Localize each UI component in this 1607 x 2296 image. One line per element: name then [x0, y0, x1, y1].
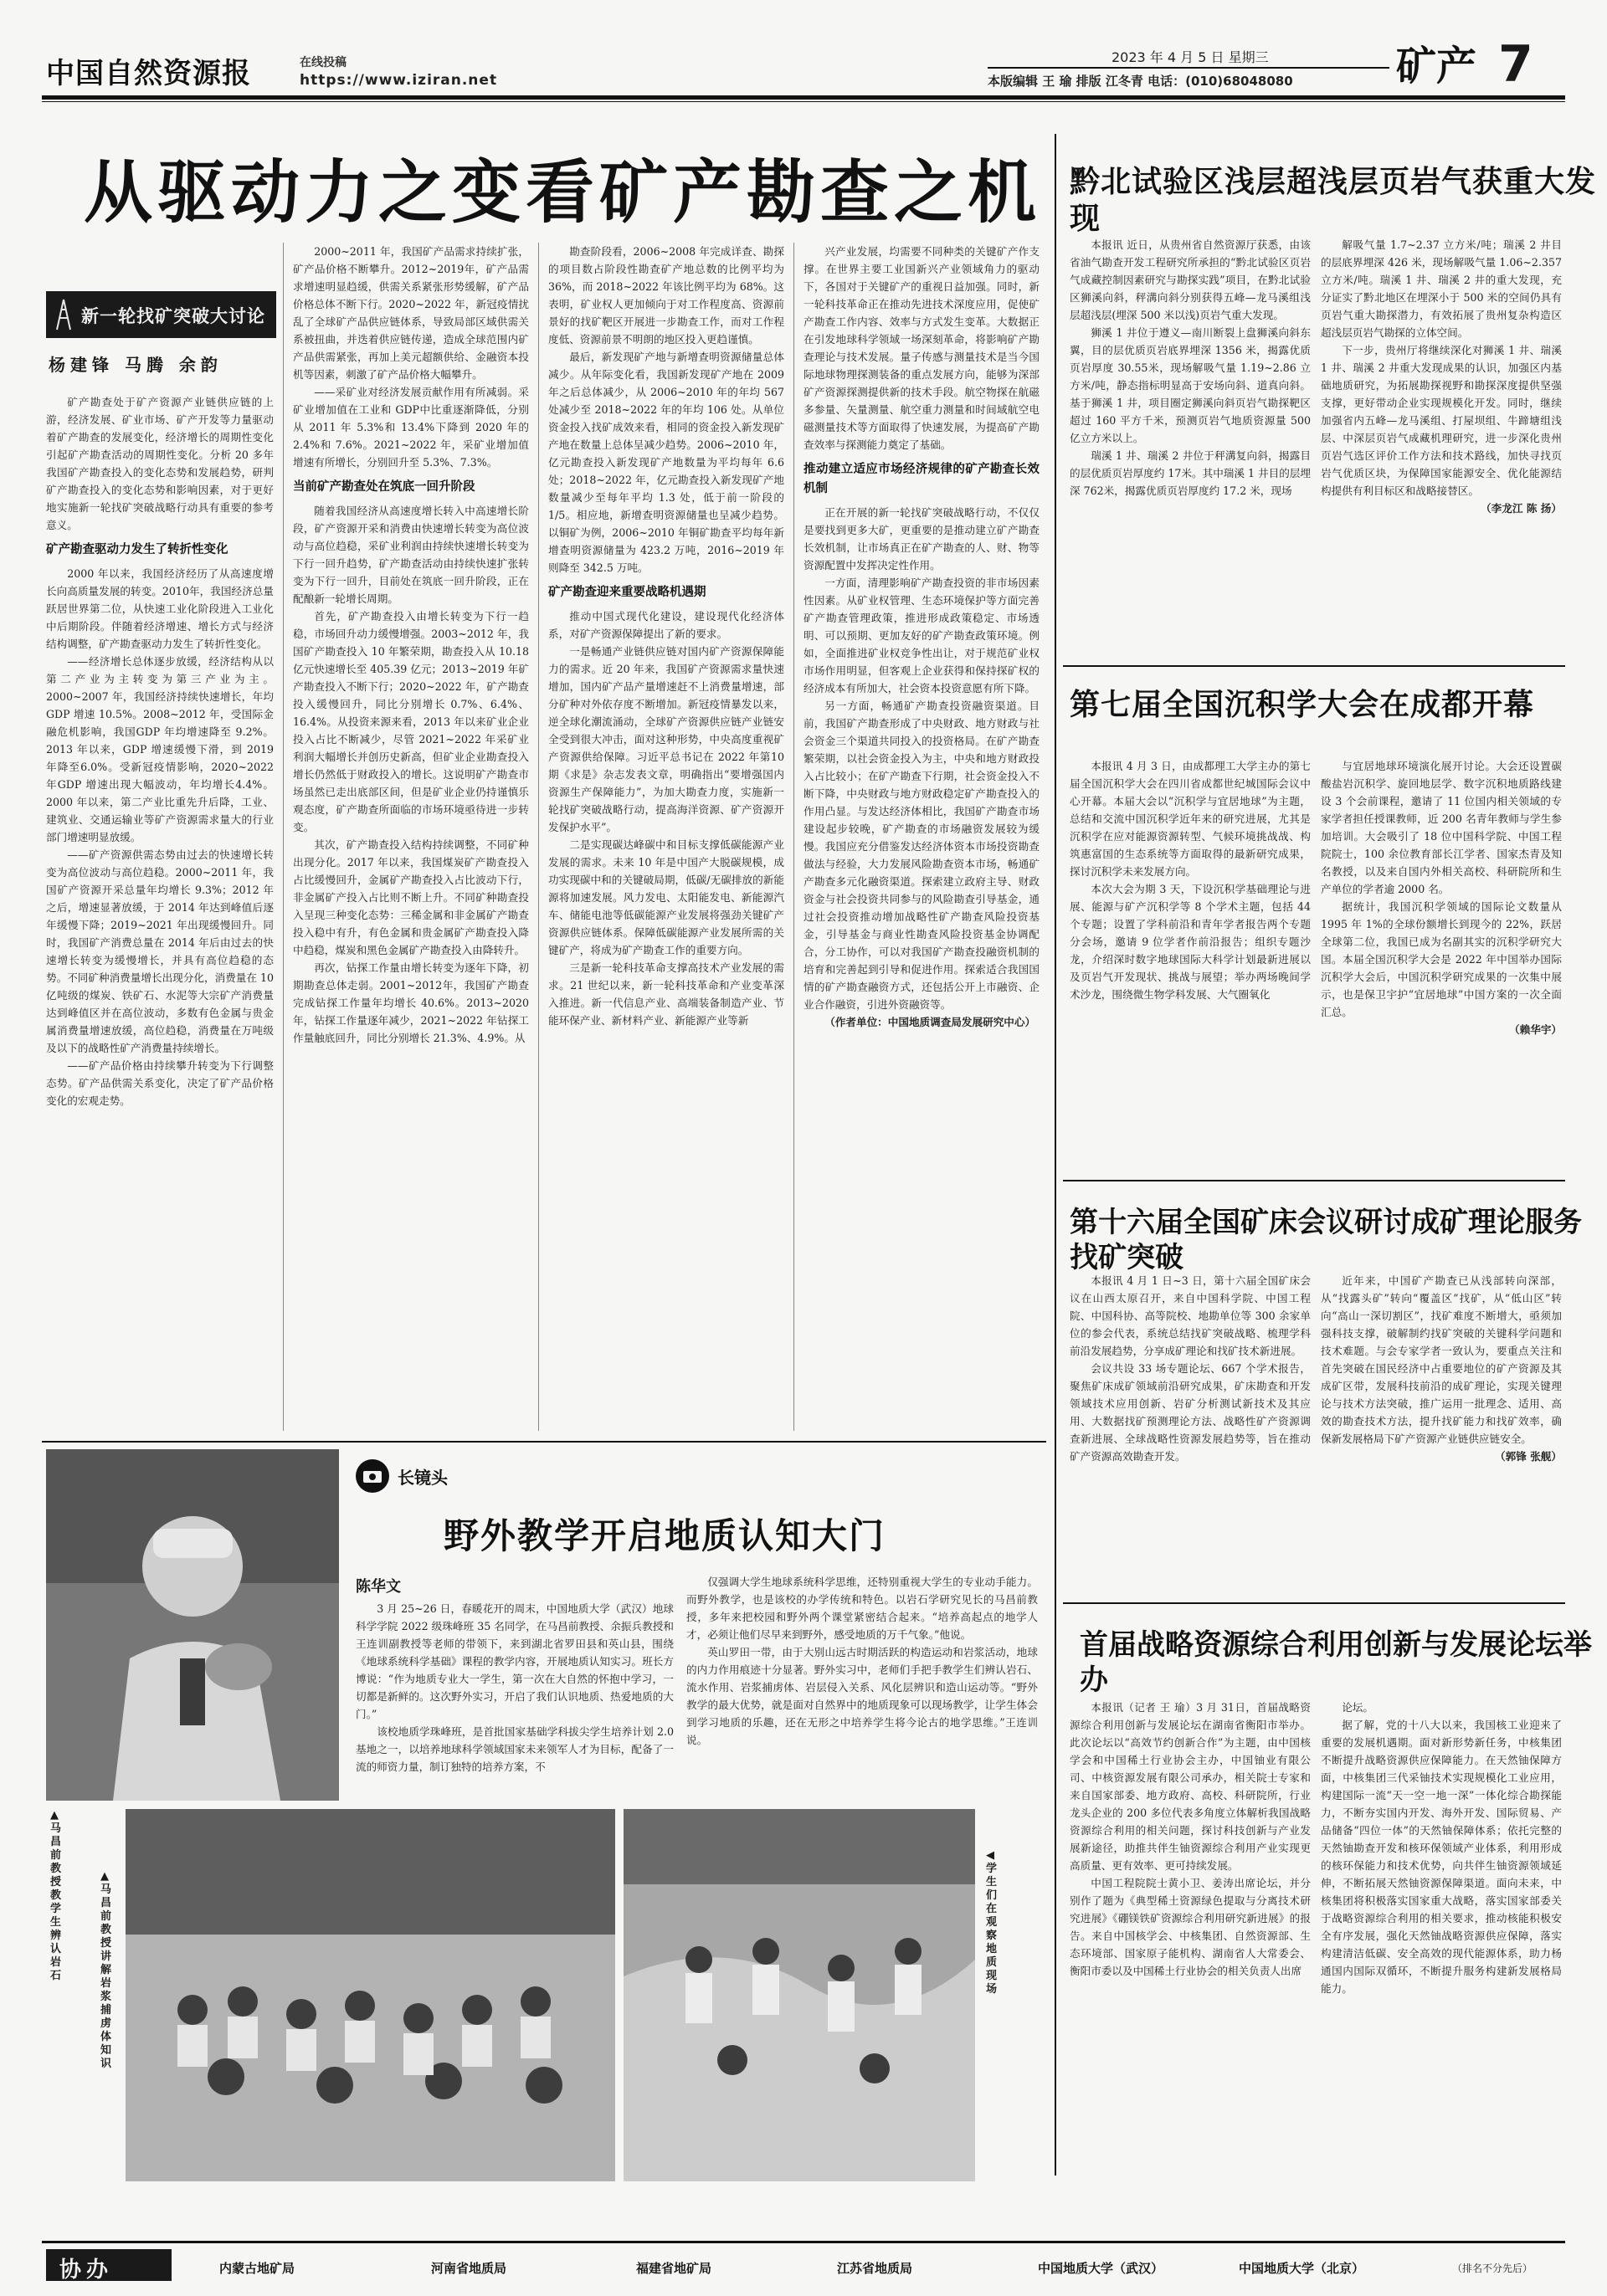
paragraph: 据统计，我国沉积学领域的国际论文数量从 1995 年 1%的全球份额增长到现今的 22%，跃居全球第二位，我国已成为名副其实的沉积学研究大国。本届全国沉积学大会是 2022 年中国举办国际沉积学大会后，中国沉积学研究成果的一次集中展示，也是保卫宇护“宜居地球”中国方案的一次全面汇总。 [1321, 900, 1562, 1018]
paragraph: 再次，钻探工作量由增长转变为逐年下降，初期勘查总体走弱。2001~2012年，我国矿产勘查完成钻探工作量年均增长 40.6%。2013~2020 年，钻探工作量逐年减少，2021~2022 年钻探工作量触底回升，同比分别增长 21.3%、4.9%。从 [293, 961, 529, 1044]
minebed-column-1 [1070, 1272, 1311, 1657]
paragraph: 近年来，中国矿产勘查已从浅部转向深部，从“找露头矿”转向“覆盖区”找矿，从“低山区”转向“高山一深切割区”，找矿难度不断增大，亟须加强科技支撑，破解制约找矿突破的关键科学问题和技术难题。与会专家学者一致认为，要重点关注和首先突破在国民经济中占重要地位的矿产资源及其成矿区带，发展科技前沿的成矿理论，实现关键理论与技术方法突破，推广运用一批理念、适用、高效的勘查技术方法，提升找矿能力和找矿效率，确保新发展格局下矿产资源产业链供应链安全。 [1321, 1274, 1562, 1445]
footer-label: 协办 [59, 2258, 114, 2283]
masthead-rule-thin [42, 101, 1565, 102]
feature-author: 陈华文 [356, 1578, 401, 1596]
masthead-divider [988, 67, 1389, 69]
column-label: 长镜头 [398, 1468, 448, 1488]
issue-date: 2023 年 4 月 5 日 星期三 [1112, 49, 1269, 65]
paragraph: 矿产勘查处于矿产资源产业链供应链的上游，经济发展、矿业市场、矿产开发等力量驱动着矿产勘查的发展变化，经济增长的周期性变化引起矿产勘查活动的周期性变化。分析 20 多年我国矿产勘查投入的变化态势和发展趋势，研判矿产勘查投入的变化态势和影响因素，对于更好地实施新一轮找矿突破战略行动具有重要的参考意义。 [46, 396, 274, 531]
lead-column-2 [293, 243, 529, 1431]
forum-column-2 [1321, 1699, 1562, 2226]
paper-name: 中国自然资源报 [46, 57, 251, 90]
sponsor-item: 内蒙古地矿局 [219, 2261, 295, 2276]
section-rule [1063, 665, 1565, 667]
paragraph: 推动中国式现代化建设，建设现代化经济体系，对矿产资源保障提出了新的要求。 [548, 610, 784, 640]
forum-headline: 首届战略资源综合利用创新与发展论坛举办 [1080, 1628, 1592, 1697]
qiannan-column-2 [1321, 236, 1562, 654]
paragraph: 与宜居地球环境演化展开讨论。大会还设置碳酸盐岩沉积学、旋回地层学、数字沉积地质路线建设 3 个会前课程，邀请了 11 位国内相关领域的专家学者担任授课教师，近 200 名青年教师与学生参加培训。大会吸引了 18 位中国科学院、中国工程院院士，100 余位教育部长江学者、国家杰青及知名教授，以及来自国内外相关高校、科研院所和生产单位的学者逾 2000 名。 [1321, 760, 1562, 895]
field-illustration [624, 1809, 975, 2181]
byline-signature: （赖华宇） [1509, 1023, 1562, 1036]
paragraph: 狮溪 1 井位于遵义—南川断裂上盘狮溪向斜东翼，目的层优质页岩底界埋深 1356 米，揭露优质页岩厚度 30.55米，现场解吸气量 1.19~2.86 立方米/吨，静态指标明显高于安场向斜、道真向斜。基于狮溪 1 井，项目圈定狮溪向斜页岩气勘探靶区超过 160 平方千米，预测页岩气地质资源量 500 亿立方米以上。 [1070, 326, 1311, 444]
paragraph: 一是畅通产业链供应链对国内矿产资源保障能力的需求。近 20 年来，我国矿产资源需求量快速增加，国内矿产品产量增速赶不上消费量增速，部分矿种对外依存度不断增加。新冠疫情暴发以来，逆全球化潮流涌动，全球矿产资源供应链产业链安全受到很大冲击，面对这种形势，中央高度重视矿产资源供给保障。习近平总书记在 2022 年第10 期《求是》杂志发表文章，明确指出“要增强国内资源生产保障能力”，为加大勘查力度，实施新一轮找矿突破战略行动，提高海洋资源、矿产资源开发保护水平”。 [548, 645, 784, 833]
lead-authors: 杨建锋 马腾 余韵 [49, 355, 223, 375]
minebed-headline: 第十六届全国矿床会议研讨成矿理论服务找矿突破 [1070, 1206, 1582, 1274]
sponsor-item: 福建省地矿局 [636, 2261, 712, 2276]
feature-column-1 [356, 1600, 674, 1801]
subheading: 矿产勘查迎来重要战略机遇期 [548, 586, 706, 599]
professor-illustration [46, 1449, 339, 1801]
subheading: 矿产勘查驱动力发生了转折性变化 [46, 543, 228, 556]
submit-url-link[interactable]: https://www.iziran.net [300, 72, 498, 89]
paragraph: 2000 年以来，我国经济经历了从高速度增长向高质量发展的转变。2010年，我国经济总量跃居世界第二位，从快速工业化阶段进入工业化中后期阶段。伴随着经济增速、增长方式与经济结构调整，矿产勘查驱动力发生了转折性变化。 [46, 567, 274, 650]
paragraph: 首先，矿产勘查投入由增长转变为下行一趋稳，市场回升动力缓慢增强。2003~2012 年，我国矿产勘查投入 10 年繁荣期，勘查投入从 10.18 亿元快速增长至 405.39 亿元；2013~2019 年矿产勘查投入不断下行；2020~2022 年，矿产勘查投入缓慢回升，同比分别增长 0.7%、6.4%、16.4%。从投资来源来看，2013 年以来矿业企业投入占比不断减少，尽管 2021~2022 年采矿业利润大幅增长并创历史新高，但矿业企业勘查投入增长仍然低于财政投入的增长。这说明矿产勘查市场虽然已走出底部区间，但是矿业企业仍持谨慎乐观态度，矿产勘查所面临的市场环境亟待进一步转变。 [293, 610, 529, 833]
column-banner [46, 291, 276, 338]
paragraph: 瑞溪 1 井、瑞溪 2 井位于秤溝复向斜，揭露目的层优质页岩厚度约 17米。其中瑞溪 1 井目的层埋深 762米，揭露优质页岩厚度约 17.2 米，现场 [1070, 449, 1311, 497]
paragraph: 勘查阶段看，2006~2008 年完成详查、勘探的项目数占阶段性勘查矿产地总数的比例平均为 36%，而 2018~2022 年该比例平均为 68%。这表明，矿业权人更加倾向于对工作程度高、资源前景好的找矿靶区开展进一步勘查工作，而对工作程度低、资源前景不明朗的地区投入更趋谨慎。 [548, 245, 784, 346]
paragraph: 其次，矿产勘查投入结构持续调整，不同矿种出现分化。2017 年以来，我国煤炭矿产勘查投入占比缓慢回升，金属矿产勘查投入占比波动下行，非金属矿产投入占比则不断上升。不同矿种勘查投入呈现三种变化态势：三稀金属和非金属矿产勘查投入稳中有升，有色金属和贵金属矿产勘查投入降中趋稳，煤炭和黑色金属矿产勘查投入由降转升。 [293, 838, 529, 956]
paragraph: 本报讯（记者 王 瑜）3 月 31日，首届战略资源综合利用创新与发展论坛在湖南省衡阳市举办。此次论坛以“高效节约创新合作”为主题，由中国核学会和中国稀土行业协会主办，中国铀业有限公司、中核资源发展有限公司承办，相关院士专家和来自国家部委、地方政府、高校、科研院所，行业龙头企业的 200 多位代表多角度立体解析我国战略资源综合利用的相关问题，探讨科技创新与产业发展新途径，助推共伴生铀资源综合利用产业实现更高质量、更有效率、更可持续发展。 [1070, 1701, 1311, 1872]
footer-label-box [46, 2249, 172, 2281]
submit-label: 在线投稿 [300, 56, 347, 69]
paragraph: 随着我国经济从高速度增长转入中高速增长阶段，矿产资源开采和消费由快速增长转变为高位波动与高位趋稳，采矿业利润由持续快速增长转变为下行一回升趋势，矿产勘查活动由持续快速扩张转变为下行一回升，目前处在筑底一回升阶段，正在配酿新一轮增长周期。 [293, 505, 529, 605]
paragraph: ——采矿业对经济发展贡献作用有所减弱。采矿业增加值在工业和 GDP中比重逐渐降低，分别从 2011 年 5.3%和 13.4%下降到 2020 年的 2.4%和 7.6%。2021~2022 年，采矿业增加值增速有所增长，分别回升至 5.3%、7.3%。 [293, 386, 529, 469]
section-rule [1063, 1180, 1565, 1181]
paragraph: 中国工程院院士黄小卫、姜涛出席论坛，并分别作了题为《典型稀土资源绿色提取与分离技术研究进展》《硼镁铁矿资源综合利用研究新进展》的报告。来自中国核学会、中核集团、自然资源部、生态环境部、国家原子能机构、湖南省人大常委会、衡阳市委以及中国稀土行业协会的相关负责人出席 [1070, 1877, 1311, 1977]
caption-2: ▲马昌前教授讲解岩浆捕虏体知识 [100, 1870, 112, 2070]
column-banner-text: 新一轮找矿突破大讨论 [81, 305, 265, 326]
feature-header [356, 1456, 1042, 1506]
camera-icon [356, 1459, 389, 1493]
paragraph: 最后，新发现矿产地与新增查明资源储量总体减少。从年际变化看，我国新发现矿产地在 2009 年之后总体减少，从 2006~2010 年的年均 567 处减少至 2018~2022 年的年均 106 处。从单位资金投入找矿成效来看，相同的资金投入新发现矿产地在数量上总体呈减少趋势。2006~2010 年，亿元勘查投入新发现矿产地数量为平均每年 6.6 处；2018~2022 年，亿元勘查投入新发现矿产地数量减少至每年平均 1.3 处，低于前一阶段的 1/5。相应地，新增查明资源储量也呈减少趋势。以铜矿为例，2006~2010 年铜矿勘查平均每年新增查明资源储量为 423.2 万吨，2016~2019 年则降至 342.5 万吨。 [548, 351, 784, 574]
feature-rule [42, 1441, 1046, 1443]
paragraph: 仅强调大学生地球系统科学思维，还特别重视大学生的专业动手能力。而野外教学，也是该校的办学传统和特色。以岩石学研究见长的马昌前教授，多年来把校园和野外两个课堂紧密结合起来。“培养高起点的地学人才，必须让他们尽早来到野外，感受地质的万千气象。”他说。 [686, 1576, 1038, 1641]
section-rule [1063, 1602, 1565, 1604]
paragraph: 下一步，贵州厅将继续深化对狮溪 1 井、瑞溪 1 井、瑞溪 2 井重大发现成果的认识，加强区内基础地质研究，为拓展勘探视野和勘探深度提供坚强支撑，更好带动企业实现规模化开发。同时，继续加强省内五峰—龙马溪组、打屋坝组、牛蹄塘组浅层、中深层页岩气成藏机理研究，进一步深化贵州页岩气选区评价工作方法和技术路线，加快寻找页岩气优质区块，为保障国家能源安全、优化能源结构提供有利目标区和战略接替区。 [1321, 344, 1562, 497]
drill-rig-icon [54, 298, 73, 331]
forum-column-1 [1070, 1699, 1311, 2226]
sponsor-item: 中国地质大学（北京） [1239, 2261, 1365, 2276]
paragraph: 解吸气量 1.7~2.37 立方米/吨；瑞溪 2 井目的层底界埋深 426 米，现场解吸气量 1.06~2.357 立方米/吨。瑞溪 1 井、瑞溪 2 井的重大发现，充分证实了黔北地区在埋深小于 500 米的空间仍具有页岩气重大勘探潜力，有效拓展了贵州复杂构造区超浅层页岩气勘探的立体空间。 [1321, 238, 1562, 339]
sediment-column-2 [1321, 757, 1562, 1192]
column-divider [283, 243, 284, 1431]
right-panel-rule [1055, 134, 1056, 2176]
byline-signature: （郭锋 张舰） [1495, 1450, 1562, 1463]
paragraph: 英山罗田一带，由于大别山远古时期活跃的构造运动和岩浆活动，地球的内力作用痕迹十分显著。野外实习中，老师们手把手教学生们辨认岩石、流水作用、岩浆捕虏体、岩层侵入关系、风化层辨识和造山运动等。“野外教学的最大优势，就是面对自然界中的地质现象可以现场教学，让学生体会到学习地质的乐趣，还在无形之中培养学生将今论古的地学思维。”王连训说。 [686, 1646, 1038, 1746]
paragraph: 本报讯 近日，从贵州省自然资源厅获悉，由该省油气勘查开发工程研究所承担的“黔北试验区页岩气成藏控制因素研究与勘探实践”项目，在黔北试验区狮溪向斜，秤溝向斜分别获得五峰—龙马溪组浅层超浅层(埋深 500 米以浅)页岩气重大发现。 [1070, 238, 1311, 321]
paragraph: 一方面，清理影响矿产勘查投资的非市场因素性因素。从矿业权管理、生态环境保护等方面完善矿产勘查管理政策，推进形成政策稳定、市场透明、可以预期、更加友好的矿产勘查政策环境。例如，全面推进矿业权竞争性出让，对于规范矿业权市场作用明显，但客观上企业获得和保持探矿权的经济成本有所加大，社会资本投资意愿有所下降。 [804, 577, 1040, 694]
paragraph: 据了解，党的十八大以来，我国核工业迎来了重要的发展机遇期。面对新形势新任务，中核集团不断提升战略资源供应保障能力。在天然铀保障方面，中核集团三代采铀技术实现规模化工业应用，构建国际一流“天一空一地一深”一体化综合勘探能力，不断夯实国内开发、海外开发、国际贸易、产品储备“四位一体”的天然铀保障体系；依托完整的天然铀勘查开发和核环保领域产业体系，利用形成的核环保能力和技术优势，向共伴生铀资源领域延伸，不断拓展天然铀资源保障渠道。面向未来，中核集团将积极落实国家重大战略，落实国家部委关于战略资源综合利用的相关要求，推动核能积极安全有序发展，强化天然铀战略资源供应保障，落实构建清洁低碳、安全高效的现代能源体系，助力杨通国内国际双循环，不断提升服务构建新发展格局能力。 [1321, 1719, 1562, 1995]
paragraph: 2000~2011 年，我国矿产品需求持续扩张，矿产品价格不断攀升。2012~2019年，矿产品需求增速明显趋缓，供需关系紧张形势缓解，矿产品价格总体不断下行。2020~2022 年，新冠疫情扰乱了全球矿产品供应链体系，导致局部区域供需关系被扭曲，并迭着供应链传递，造成全球范围内矿产品供需紧张，再加上美元超额供给、金融资本投机等因素，刺激了矿产品价格大幅攀升。 [293, 245, 529, 381]
paragraph: 论坛。 [1342, 1701, 1373, 1714]
photo-professor [46, 1449, 339, 1801]
paragraph: 另一方面，畅通矿产勘查投资融资渠道。目前，我国矿产勘查形成了中央财政、地方财政与社会资金三个渠道共同投入的投资格局。在矿产勘查繁荣期，以社会资金投入为主，中央和地方财政投入占比较小；在矿产勘查下行期，社会资金投入不断下降，中央财政与地方财政稳定矿产勘查投入的作用凸显。与发达经济体相比，我国矿产勘查市场建设起步较晚，矿产勘查的市场融资发展较为缓慢。我国应充分借鉴发达经济体资本市场投资勘查做法与经验，大力发展风险勘查资本市场，畅通矿产勘查多元化融资渠道。探索建立政府主导、财政资金与社会投资共同参与的风险勘查引导基金，通过社会投资推动增加战略性矿产勘查风险投资基金，引导基金与商业性勘查风险投资基金协调配合，分工协作，可以对我国矿产勘查投融资机制的培育和完善起到引导和促进作用。探索适合我国国情的矿产勘查融资方式，还包括公开上市融资、企业合作融资，引进外资融资等。 [804, 700, 1040, 1011]
paragraph: 会议共设 33 场专题论坛、667 个学术报告，聚焦矿床成矿领域前沿研究成果，矿床勘查和开发领域技术应用创新、岩矿分析测试新技术及其应用、大数据找矿预测理论方法、战略性矿产资源调查新进展、全球战略性资源发展趋势等，旨在推动矿产资源高效勘查开发。 [1070, 1362, 1311, 1463]
lead-column-4 [804, 243, 1040, 1431]
column-divider [793, 243, 794, 1431]
paragraph: ——矿产品价格由持续攀升转变为下行调整态势。矿产品供需关系变化，决定了矿产品价格变化的宏观走势。 [46, 1059, 274, 1107]
paragraph: ——矿产资源供需态势由过去的快速增长转变为高位波动与高位趋稳。2000~2011 年，我国矿产资源开采总量年均增长 9.3%；2012 年之后，增速显著放缓，于 2014 年达到峰值后逐年缓慢下降；2019~2021 年出现缓慢回升。同时，我国矿产消费总量在 2014 年后由过去的快速增长转变为缓慢增长，并具有高位趋稳的态势。不同矿种消费量增长出现分化，消费量在 10 亿吨级的煤炭、铁矿石、水泥等大宗矿产消费量达到峰值区并在高位波动，多数有色金属与贵金属消费量增速放缓，高位趋稳，消费量在万吨级及以下的战略性矿产消费量持续增长。 [46, 848, 274, 1054]
sediment-headline: 第七届全国沉积学大会在成都开幕 [1070, 687, 1535, 722]
feature-column-2 [686, 1573, 1038, 1801]
sponsor-item: 河南省地质局 [431, 2261, 507, 2276]
caption-1: ▲马昌前教授教学生辨认岩石 [50, 1809, 62, 1982]
qiannan-column-1 [1070, 236, 1311, 638]
footer-rule [42, 2241, 1565, 2243]
paragraph: 正在开展的新一轮找矿突破战略行动，不仅仅是要找到更多大矿，更重要的是推动建立矿产勘查长效机制，让市场真正在矿产勘查的人、财、物等资源配置中发挥决定性作用。 [804, 506, 1040, 571]
photo-group [126, 1809, 615, 2181]
group-illustration [126, 1809, 615, 2181]
paragraph: 本报讯 4 月 3 日，由成都理工大学主办的第七届全国沉积学大会在四川省成都世纪城国际会议中心开幕。本届大会以“沉积学与宜居地球”为主题，总结和交流中国沉积学近年来的研究进展，尤其是沉积学在应对能源资源转型、气候环境挑战战、构筑惠富国的生态系统等方面取得的最新研究成果，探讨沉积学未来发展方向。 [1070, 760, 1311, 878]
section-name: 矿产 [1396, 43, 1477, 90]
caption-3: ◀学生们在观察地质现场 [986, 1849, 998, 1996]
sediment-column-1 [1070, 757, 1311, 1184]
paragraph: 3 月 25~26 日，春暖花开的周末，中国地质大学（武汉）地球科学学院 2022 级珠峰班 35 名同学，在马昌前教授、余振兵教授和王连训副教授等老师的带领下，来到湖北省罗田县和英山县，围绕《地球系统科学基础》课程的教学内容，开展地质认知实习。班长方博说：“作为地质专业大一学生，第一次在大自然的怀抱中学习，一切都是新鲜的。这次野外实习，开启了我们认识地质、热爱地质的大门。” [356, 1602, 674, 1720]
photo-field [624, 1809, 975, 2181]
paragraph: 三是新一轮科技革命支撑高技术产业发展的需求。21 世纪以来，新一轮科技革命和产业变革深入推进。新一代信息产业、高端装备制造产业、节能环保产业、新材料产业、新能源产业等新 [548, 961, 784, 1027]
paragraph: 二是实现碳达峰碳中和目标支撑低碳能源产业发展的需求。未来 10 年是中国产大脱碳规模，成功实现碳中和的关键破局期，低碳/无碳排放的新能源将加速发展。风力发电、太阳能发电、新能源汽车、储能电池等低碳能源产业发展将强劲关键矿产资源供应链体系。保障低碳能源产业发展所需的关键矿产，将成为矿产勘查工作的重要方向。 [548, 838, 784, 956]
masthead-rule [42, 95, 1565, 100]
page-number: 7 [1498, 35, 1533, 94]
sponsor-item: 江苏省地质局 [837, 2261, 913, 2276]
sponsor-item: 中国地质大学（武汉） [1038, 2261, 1164, 2276]
column-divider [538, 243, 539, 1431]
lead-headline: 从驱动力之变看矿产勘查之机 [84, 152, 1042, 233]
lead-column-1 [46, 393, 274, 1431]
footer-note: （排名不分先后） [1452, 2263, 1533, 2274]
paragraph: 本次大会为期 3 天，下设沉积学基础理论与进展、能源与矿产沉积学等 8 个学术主题，包括 44 个专题；设置了学科前沿和青年学者报告两个专题分会场，邀请 9 位学者作前沿报告；组织专题沙龙，介绍深时数字地球国际大科学计划最新进展以及页岩气开发现状、挑战与展望；举办两场晚间学术沙龙，围绕微生物学科发展、大气圈氧化 [1070, 883, 1311, 1001]
subheading: 推动建立适应市场经济规律的矿产勘查长效机制 [804, 463, 1040, 495]
minebed-column-2 [1321, 1272, 1562, 1673]
paragraph: 该校地质学珠峰班，是首批国家基础学科拔尖学生培养计划 2.0 基地之一，以培养地球科学领域国家未来领军人才为目标，配备了一流的师资力量，制订独特的培养方案，不 [356, 1725, 674, 1773]
byline-signature: （李龙江 陈 扬） [1481, 502, 1562, 515]
lead-column-3 [548, 243, 784, 1431]
subheading: 当前矿产勘查处在筑底一回升阶段 [293, 480, 475, 494]
qiannan-headline: 黔北试验区浅层超浅层页岩气获重大发现 [1070, 164, 1597, 236]
paragraph: 本报讯 4 月 1 日~3 日，第十六届全国矿床会议在山西太原召开，来自中国科学院、中国工程院、中国科协、高等院校、地勘单位等 300 余家单位的参会代表，系统总结找矿突破战略、梳理学科前沿发展趋势，分享成矿理论和找矿技术新进展。 [1070, 1274, 1311, 1357]
paragraph: ——经济增长总体逐步放缓，经济结构从以第二产业为主转变为第三产业为主。2000~2007 年，我国经济持续快速增长，年均 GDP 增速 10.5%。2008~2012 年，受国际金融危机影响，我国GDP 年均增速降至 9.2%。2013 年以来，GDP 增速缓慢下滑，到 2019 年降至6.0%。受新冠疫情影响，2020~2022 年GDP 增速出现大幅波动，年均增长4.4%。2000 年以来，第二产业比重先升后降，工业、建筑业、交通运输业等矿产资源需求量大的行业部门增速明显放缓。 [46, 655, 274, 843]
feature-headline: 野外教学开启地质认知大门 [444, 1515, 886, 1556]
editors-line: 本版编辑 王 瑜 排版 江冬青 电话：(010)68048080 [988, 74, 1293, 89]
author-affiliation: （作者单位：中国地质调查局发展研究中心） [824, 1016, 1036, 1028]
paragraph: 兴产业发展，均需要不同种类的关键矿产作支撑。在世界主要工业国新兴产业领域角力的驱动下，各国对于关键矿产的重视日益加强。同时，新一轮科技革命正在推动先进技术深度应用，促使矿产勘查工作内容、效率与方式发生变革。大数据正在引发地球科学领域一场深刻革命，将影响矿产勘查理论与技术发展。量子传感与测量技术是当今国际地球物理探测装备的重点发展方向，能够为深部矿产资源探测提供新的技术手段。航空物探在航磁多参量、矢量测量、航空重力测量和时间域航空电磁测量技术等方面取得了快速发展，为提高矿产勘查效率与探测能力奠定了基础。 [804, 245, 1040, 451]
